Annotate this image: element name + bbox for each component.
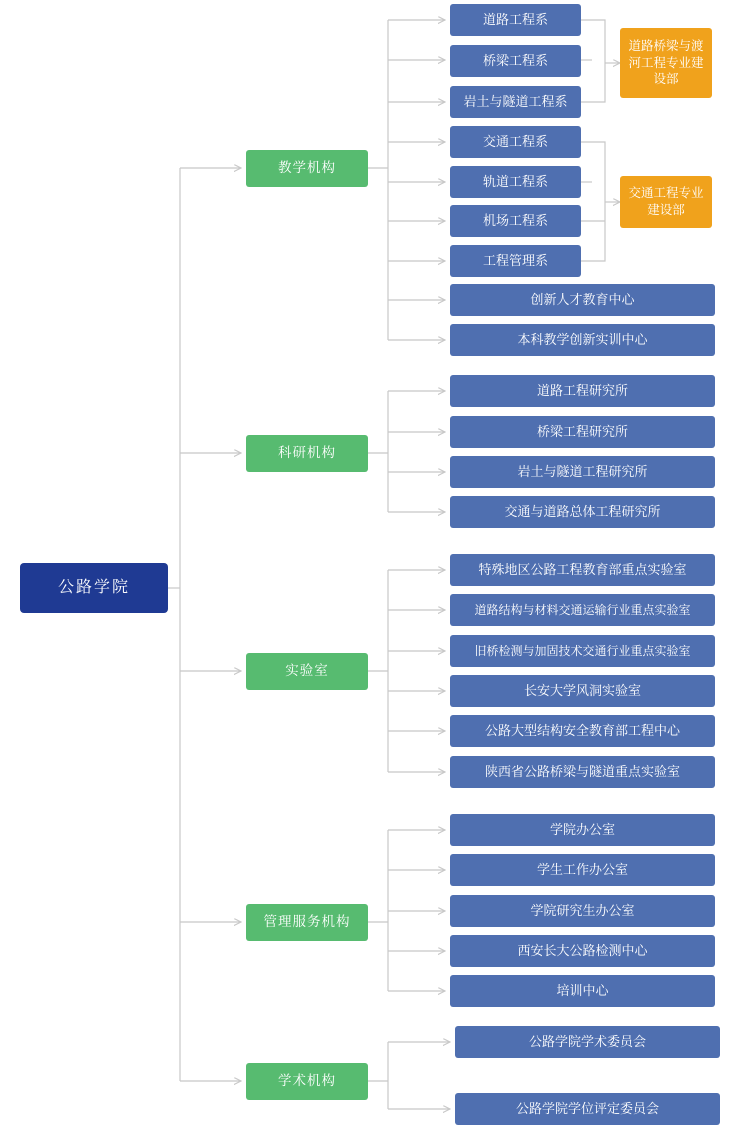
leaf-node[interactable] xyxy=(450,895,715,927)
leaf-label: 学院办公室 xyxy=(549,821,615,837)
leaf-label: 学院研究生办公室 xyxy=(530,902,635,918)
leaf-node[interactable] xyxy=(450,635,715,667)
leaf-label: 创新人才教育中心 xyxy=(530,291,635,307)
category-node-admin[interactable] xyxy=(246,904,368,941)
leaf-label: 本科教学创新实训中心 xyxy=(517,331,648,347)
leaf-node[interactable] xyxy=(455,1093,720,1125)
leaf-label: 公路学院学术委员会 xyxy=(528,1033,646,1049)
leaf-label: 培训中心 xyxy=(556,982,609,998)
leaf-label: 道路工程研究所 xyxy=(536,382,628,398)
leaf-node[interactable] xyxy=(450,375,715,407)
leaf-node[interactable] xyxy=(450,245,581,277)
leaf-node[interactable] xyxy=(455,1026,720,1058)
leaf-node[interactable] xyxy=(450,935,715,967)
group-label: 交通工程专业建设部 xyxy=(628,186,704,217)
leaf-node[interactable] xyxy=(450,86,581,118)
leaf-label: 陕西省公路桥梁与隧道重点实验室 xyxy=(484,763,680,779)
category-node-teaching[interactable] xyxy=(246,150,368,187)
leaf-node[interactable] xyxy=(450,284,715,316)
root-node[interactable] xyxy=(20,563,168,613)
leaf-label: 交通与道路总体工程研究所 xyxy=(504,503,661,519)
leaf-label: 交通工程系 xyxy=(482,133,548,149)
leaf-label: 西安长大公路检测中心 xyxy=(517,942,648,958)
category-node-labs[interactable] xyxy=(246,653,368,690)
category-node-research[interactable] xyxy=(246,435,368,472)
group-label: 道路桥梁与渡河工程专业建设部 xyxy=(628,38,704,87)
category-label: 科研机构 xyxy=(278,445,336,461)
leaf-label: 公路学院学位评定委员会 xyxy=(515,1100,659,1116)
leaf-label: 机场工程系 xyxy=(482,212,548,228)
leaf-node[interactable] xyxy=(450,324,715,356)
category-label: 管理服务机构 xyxy=(263,914,351,930)
leaf-node[interactable] xyxy=(450,496,715,528)
leaf-label: 道路工程系 xyxy=(482,11,548,27)
leaf-node[interactable] xyxy=(450,675,715,707)
leaf-label: 工程管理系 xyxy=(482,252,548,268)
group-node[interactable] xyxy=(620,28,712,98)
leaf-node[interactable] xyxy=(450,814,715,846)
leaf-label: 特殊地区公路工程教育部重点实验室 xyxy=(478,561,687,577)
leaf-node[interactable] xyxy=(450,205,581,237)
leaf-node[interactable] xyxy=(450,854,715,886)
leaf-node[interactable] xyxy=(450,756,715,788)
leaf-node[interactable] xyxy=(450,975,715,1007)
root-node-label: 公路学院 xyxy=(57,579,130,596)
leaf-label: 轨道工程系 xyxy=(482,173,548,189)
leaf-label: 桥梁工程系 xyxy=(482,52,548,68)
leaf-label: 旧桥检测与加固技术交通行业重点实验室 xyxy=(474,643,691,658)
leaf-label: 桥梁工程研究所 xyxy=(536,423,628,439)
leaf-node[interactable] xyxy=(450,4,581,36)
leaf-node[interactable] xyxy=(450,715,715,747)
leaf-node[interactable] xyxy=(450,594,715,626)
leaf-node[interactable] xyxy=(450,166,581,198)
leaf-node[interactable] xyxy=(450,416,715,448)
leaf-node[interactable] xyxy=(450,45,581,77)
category-label: 学术机构 xyxy=(278,1073,336,1089)
leaf-node[interactable] xyxy=(450,554,715,586)
leaf-label: 岩土与隧道工程研究所 xyxy=(517,463,648,479)
category-label: 实验室 xyxy=(285,663,329,679)
leaf-node[interactable] xyxy=(450,126,581,158)
category-label: 教学机构 xyxy=(278,160,336,176)
group-node[interactable] xyxy=(620,176,712,228)
leaf-label: 学生工作办公室 xyxy=(536,861,628,877)
leaf-label: 岩土与隧道工程系 xyxy=(463,93,568,109)
leaf-label: 公路大型结构安全教育部工程中心 xyxy=(484,722,680,738)
leaf-label: 道路结构与材料交通运输行业重点实验室 xyxy=(474,602,691,617)
category-node-academic[interactable] xyxy=(246,1063,368,1100)
leaf-label: 长安大学风洞实验室 xyxy=(523,682,641,698)
leaf-node[interactable] xyxy=(450,456,715,488)
